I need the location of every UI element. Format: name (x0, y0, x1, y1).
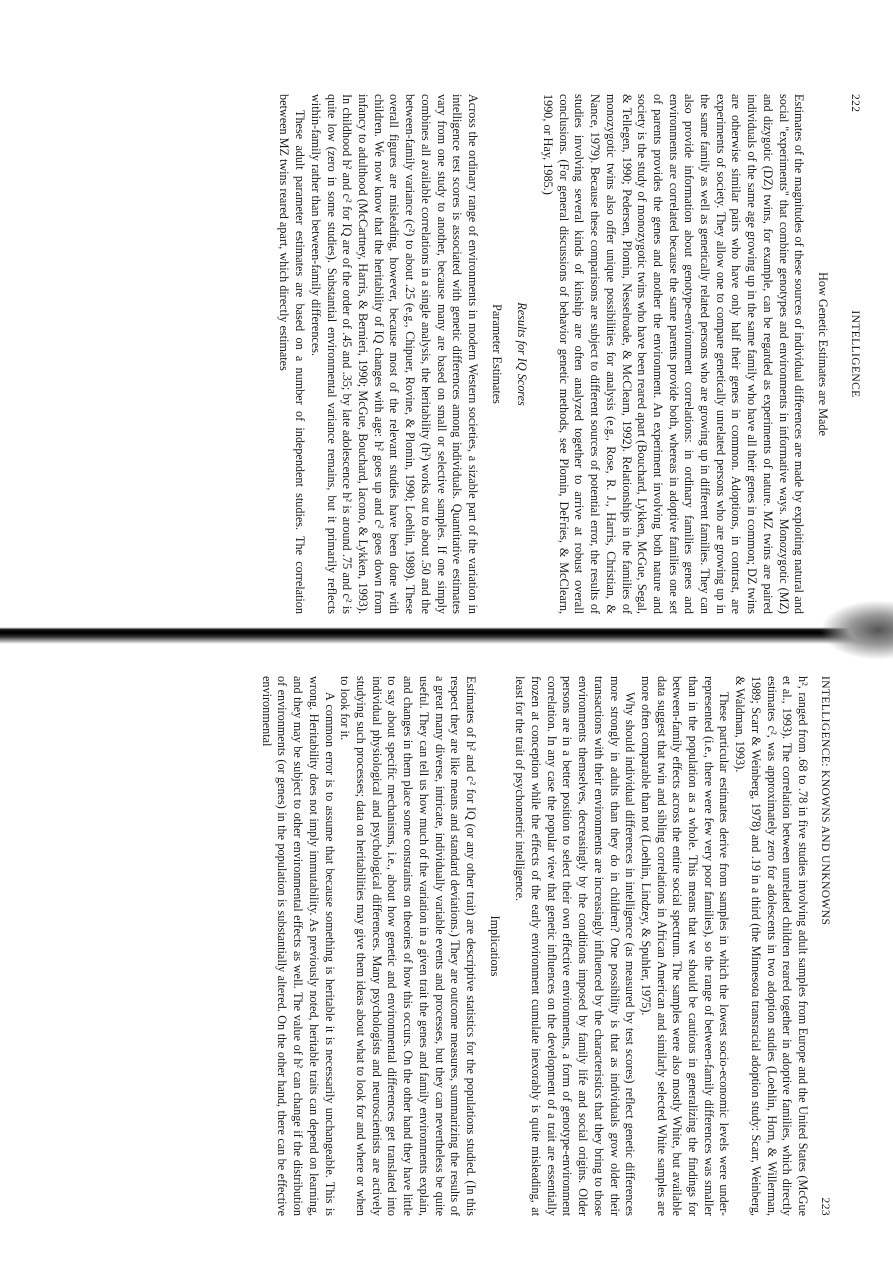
left-page (22, 94, 862, 614)
body-paragraph: Why should individual differences in intelligence (as measured by test scores) reflect genetic differences more strongly in adults than they do in children? One possibility is that as individuals grow older their transactions with their environments are increasingly influenced by the characteristics that they bring to those environments themselves, decreasingly by the conditions imposed by family life and social origins. Older persons are in a better position to select their own effective environments, a form of genotype-environment correlation. In any case the popular view that genetic influences on the development of a trait are essentially frozen at conception while the effects of the early environment cumulate inexorably is quite misleading, at least for the trait of psychometric intelligence. (513, 676, 638, 1216)
body-paragraph: Estimates of h² and c² for IQ (or any other trait) are descriptive statistics for the populations studied. (In this respect they are like means and standard deviations.) They are outcome measures, summarizing the results of a great many diverse, intricate, individually variable events and processes, but they can nevertheless be quite useful. They can tell us how much of the variation in a given trait the genes and family environments explain, and changes in them place some constraints on theories of how this occurs. On the other hand they have little to say about specific mechanisms, i.e., about how genetic and environmental differences get translated into individual physiological and psychological differences. Many psychologists and neuroscientists are actively studying such processes; data on heritabilities may give them ideas about what to look for and where or when to look for it. (338, 676, 478, 1216)
page-header (810, 676, 832, 1216)
page-number: 222 (849, 94, 861, 113)
body-paragraph: Estimates of the magnitudes of these sources of individual differences are made by exploiting natural and social "experiments" that combine genotypes and environments in informative ways. Monozygotic (MZ) and dizygotic (DZ) twins, for example, can be regarded as experiments of nature. MZ twins are paired individuals of the same age growing up in the same family who have all their genes in common; DZ twins are otherwise similar pairs who have only half their genes in common. Adoptions, in contrast, are experiments of society. They allow one to compare genetically unrelated persons who are growing up in the same family as well as genetically related persons who are growing up in different families. They can also provide information about genotype-environment correlations: in ordinary families genes and environments are correlated because the same parents provide both, whereas in adoptive families one set of parents provides the genes and another the environment. An experiment involving both nature and society is the study of monozygotic twins who have been reared apart (Bouchard, Lykken, McGue, Segal, & Tellegen, 1990; Pedersen, Plomin, Nesselroade, & McClearn, 1992). Relationships in the families of monozygotic twins also offer unique possibilities for analysis (e.g., Rose, R. J., Harris, Christian, & Nance, 1979). Because these comparisons are subject to different sources of potential error, the results of studies involving several kinds of kinship are often analyzed together to arrive at robust overall conclusions. (For general discussions of behavior genetic methods, see Plomin, DeFries, & McClearn, 1990, or Hay, 1985.) (541, 94, 807, 614)
book-binding-shadow (0, 620, 893, 644)
page-number: 223 (819, 1197, 831, 1216)
page-header (840, 94, 862, 614)
running-head: INTELLIGENCE: KNOWNS AND UNKNOWNS (819, 676, 831, 926)
running-head: INTELLIGENCE (849, 310, 861, 398)
page-edge-shadow (820, 600, 893, 660)
right-page (32, 676, 832, 1216)
subsection-title-italic: Results for IQ Scores (515, 302, 530, 406)
section-title: How Genetic Estimates are Made (816, 272, 830, 436)
subsection-title: Parameter Estimates (489, 304, 504, 404)
body-paragraph: A common error is to assume that because something is heritable it is necessarily unchangeable. This is wrong. Heritability does not imply immutability. As previously noted, heritable traits can depend on learning, and they may be subject to other environmental effects as well. The value of h² can change if the distribution of environments (or genes) in the population is substantially altered. On the other hand, there can be effective environmental (259, 676, 337, 1216)
body-paragraph: These adult parameter estimates are based on a number of independent studies. The correlation between MZ twins reared apart, which directly estimates (277, 94, 308, 614)
body-paragraph: h², ranged from .68 to .78 in five studies involving adult samples from Europe and the United States (McGue et al., 1993). The correlation between unrelated children reared together in adoptive families, which directly estimates c², was approximately zero for adolescents in two adoption studies (Loehlin, Horn, & Willerman, 1989; Scarr & Weinberg, 1978) and .19 in a third (the Minnesota transracial adoption study: Scarr, Weinberg, & Waldman, 1993). (733, 676, 810, 1216)
body-paragraph: Across the ordinary range of environments in modern Western societies, a sizable part of the variation in intelligence test scores is associated with genetic differences among individuals. Quantitative estimates vary from one study to another, because many are based on small or selective samples. If one simply combines all available correlations in a single analysis, the heritability (h²) works out to about .50 and the between-family variance (c²) to about .25 (e.g., Chipuer, Rovine, & Plomin, 1990; Loehlin, 1989). These overall figures are misleading, however, because most of the relevant studies have been done with children. We now know that the heritability of IQ changes with age: h² goes up and c² goes down from infancy to adulthood (McCartney, Harris, & Bernieri, 1990; McGue, Bouchard, Iacono, & Lykken, 1993). In childhood h² and c² for IQ are of the order of .45 and .35; by late adolescence h² is around .75 and c² is quite low (zero in some studies). Substantial environmental variance remains, but it primarily reflects within-family rather than between-family differences. (308, 94, 480, 614)
section-title: Implications (487, 915, 502, 977)
body-paragraph: These particular estimates derive from samples in which the lowest socio-economic levels were under-represented (i.e., there were few very poor families), so the range of between-family differences was smaller than in the population as a whole. This means that we should be cautious in generalizing the findings for between-family effects across the entire social spectrum. The samples were also mostly White, but available data suggest that twin and sibling correlations in African American and similarly selected White samples are more often comparable than not (Loehlin, Lindzey, & Spuhler, 1975). (638, 676, 732, 1216)
